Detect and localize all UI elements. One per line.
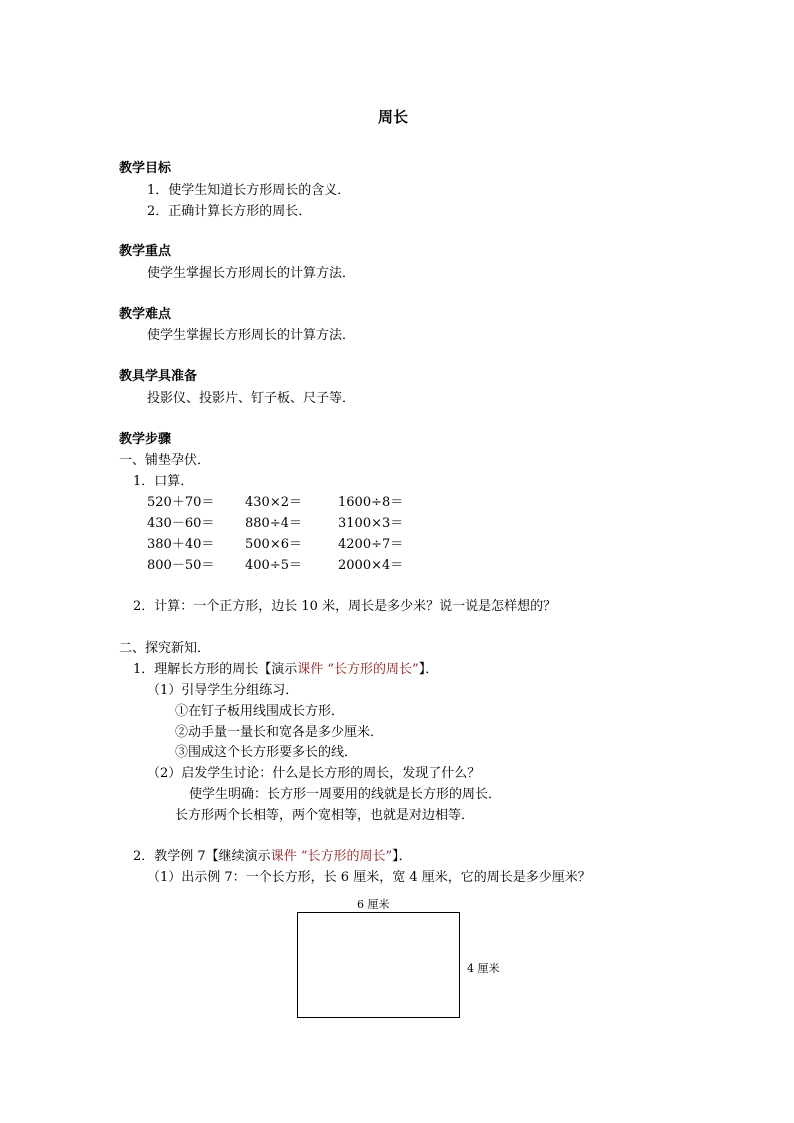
- sub-sub-item: ①在钉子板用线围成长方形．: [175, 704, 345, 719]
- calc-cell: 500×6＝: [245, 537, 302, 552]
- conclusion-text: 使学生明确：长方形一周要用的线就是长方形的周长．: [189, 787, 502, 802]
- sub-sub-item: ②动手量一量长和宽各是多少厘米．: [175, 725, 384, 740]
- key-points-text: 使学生掌握长方形周长的计算方法．: [147, 266, 356, 281]
- courseware-link[interactable]: 课件 “长方形的周长”: [270, 849, 393, 864]
- item-text-end: 】．: [418, 662, 439, 677]
- section-heading-objectives: 教学目标: [119, 161, 172, 176]
- sub-item: （1）引导学生分组练习．: [147, 683, 299, 698]
- item-text: 1．理解长方形的周长【演示: [133, 662, 298, 677]
- figure-length-label: 6 厘米: [357, 898, 390, 911]
- calc-cell: 430－60＝: [147, 516, 215, 531]
- sub-item: （2）启发学生讨论：什么是长方形的周长，发现了什么？: [147, 766, 481, 781]
- calc-cell: 2000×4＝: [338, 558, 404, 573]
- part-two-heading: 二、探究新知．: [119, 641, 211, 656]
- example-item: [133, 848, 412, 866]
- item-text-end: 】．: [392, 849, 412, 864]
- part-one-heading: 一、铺垫孕伏．: [119, 453, 211, 468]
- calc-cell: 4200÷7＝: [338, 537, 404, 552]
- example-question: （1）出示例 7：一个长方形，长 6 厘米，宽 4 厘米，它的周长是多少厘米？: [147, 870, 591, 885]
- objective-item: 2．正确计算长方形的周长．: [147, 204, 312, 219]
- calc-cell: 400÷5＝: [245, 558, 302, 573]
- item-text: 2．教学例 7【继续演示: [133, 849, 271, 864]
- difficulties-text: 使学生掌握长方形周长的计算方法．: [147, 328, 356, 343]
- calc-cell: 380＋40＝: [147, 537, 215, 552]
- calc-cell: 800－50＝: [147, 558, 215, 573]
- calc-cell: 520＋70＝: [147, 495, 215, 510]
- square-question: 2．计算：一个正方形，边长 10 米，周长是多少米？说一说是怎样想的？: [133, 599, 557, 614]
- conclusion-text: 长方形两个长相等，两个宽相等，也就是对边相等．: [175, 808, 475, 823]
- calc-cell: 1600÷8＝: [338, 495, 404, 510]
- rect-perimeter-item: [133, 661, 438, 679]
- materials-text: 投影仪、投影片、钉子板、尺子等．: [147, 391, 356, 406]
- section-heading-key-points: 教学重点: [119, 244, 172, 259]
- section-heading-difficulties: 教学难点: [119, 307, 172, 322]
- sub-sub-item: ③围成这个长方形要多长的线．: [175, 745, 358, 760]
- rectangle-figure: [297, 912, 460, 1018]
- section-heading-materials: 教具学具准备: [119, 369, 198, 384]
- figure-width-label: 4 厘米: [467, 962, 500, 975]
- section-heading-steps: 教学步骤: [119, 432, 172, 447]
- courseware-link[interactable]: 课件 “长方形的周长”: [297, 662, 419, 677]
- calc-cell: 430×2＝: [245, 495, 302, 510]
- oral-calc-label: 1．口算．: [133, 474, 194, 489]
- calc-cell: 3100×3＝: [338, 516, 404, 531]
- page-title: 周长: [378, 108, 409, 126]
- calc-cell: 880÷4＝: [245, 516, 302, 531]
- objective-item: 1．使学生知道长方形周长的含义．: [147, 183, 351, 198]
